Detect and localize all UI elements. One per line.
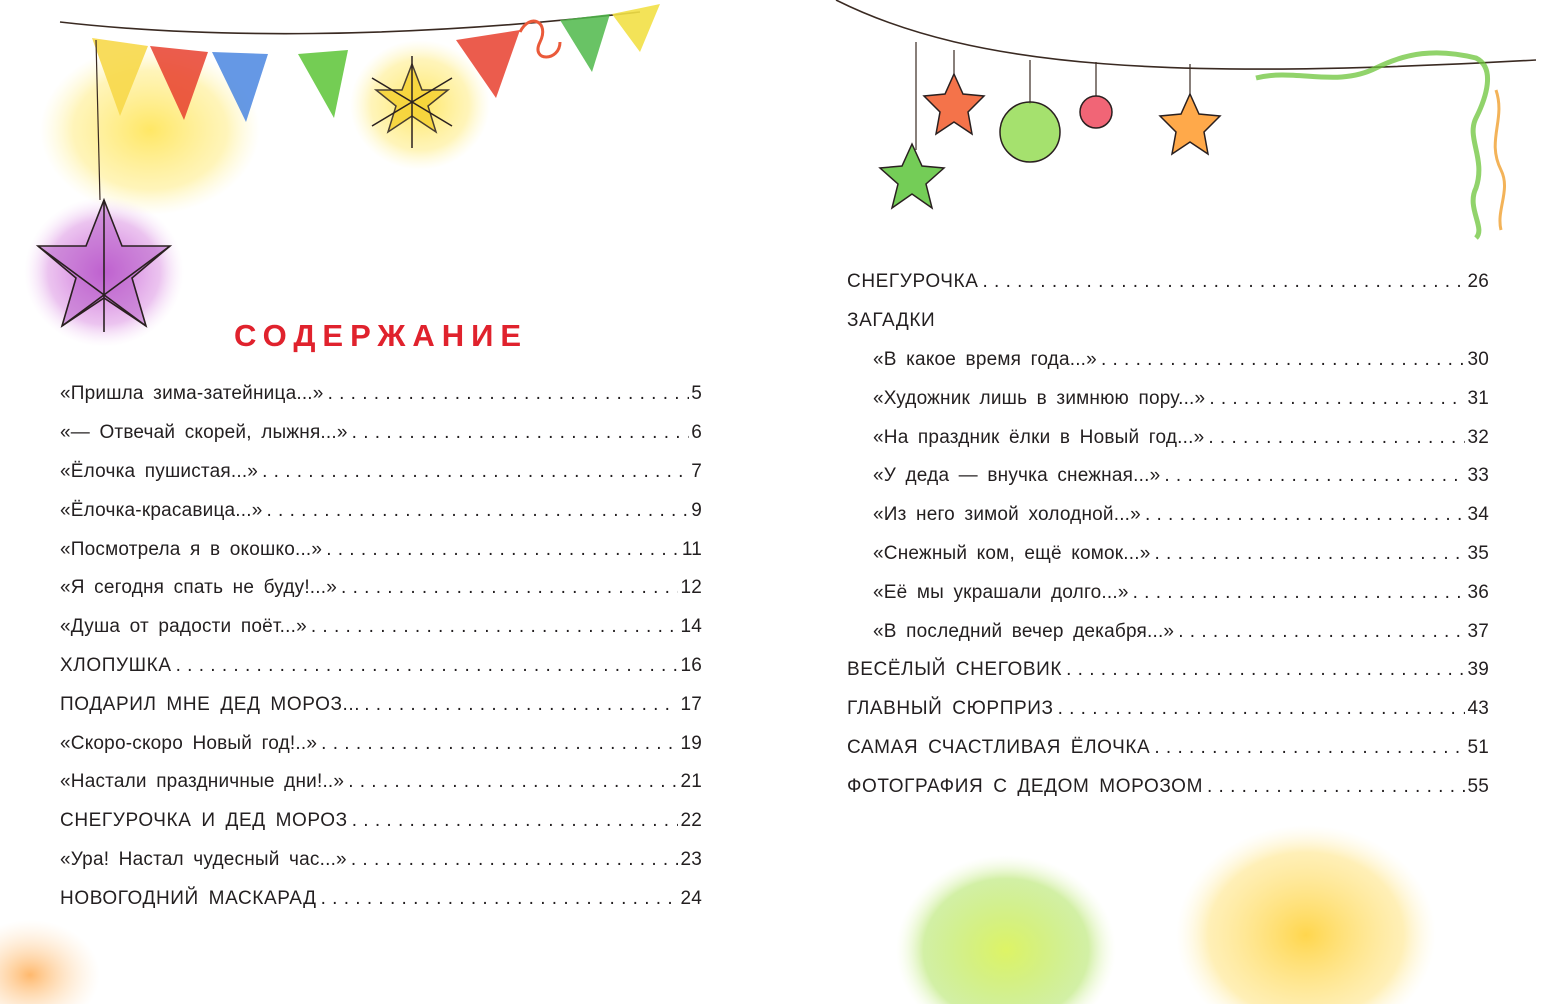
toc-entry-title: ГЛАВНЫЙ СЮРПРИЗ (847, 698, 1058, 720)
toc-entry-title: «Пришла зима-затейница...» (60, 383, 328, 405)
toc-entry-title: «Ура! Настал чудесный час...» (60, 849, 351, 871)
toc-entry[interactable] (60, 375, 702, 414)
toc-entry[interactable] (60, 802, 702, 841)
dot-leader (262, 461, 689, 483)
toc-entry[interactable] (60, 879, 702, 918)
toc-page-number: 34 (1467, 504, 1489, 526)
dot-leader (267, 500, 690, 522)
star-ornament-icon (924, 74, 984, 134)
dot-leader (321, 888, 679, 910)
toc-entry-title: «В какое время года...» (873, 349, 1101, 371)
toc-page-number: 19 (680, 732, 702, 754)
toc-entry-title: «Ёлочка-красавица...» (60, 500, 267, 522)
toc-entry-title: «Снежный ком, ещё комок...» (873, 543, 1154, 565)
dot-leader (341, 577, 678, 599)
toc-entry-title: ВЕСЁЛЫЙ СНЕГОВИК (847, 659, 1066, 681)
toc-entry-title: «В последний вечер декабря...» (873, 621, 1178, 643)
dot-leader (364, 694, 678, 716)
dot-leader (328, 383, 690, 405)
dot-leader (1209, 388, 1465, 410)
toc-entry-title: ЗАГАДКИ (847, 310, 939, 332)
flag-yellow (612, 4, 660, 52)
toc-entry-title: ПОДАРИЛ МНЕ ДЕД МОРОЗ... (60, 694, 364, 716)
toc-entry-title: «Из него зимой холодной...» (873, 504, 1145, 526)
toc-entry-title: «На праздник ёлки в Новый год...» (873, 427, 1208, 449)
toc-entry[interactable] (60, 763, 702, 802)
toc-entry-title: НОВОГОДНИЙ МАСКАРАД (60, 888, 321, 910)
toc-entry[interactable] (60, 530, 702, 569)
toc-page-number: 32 (1467, 426, 1489, 448)
toc-entry[interactable] (60, 414, 702, 453)
toc-page-number: 5 (691, 383, 702, 405)
dot-leader (348, 771, 678, 793)
page-title: СОДЕРЖАНИЕ (234, 318, 529, 353)
toc-entry-title: «Скоро-скоро Новый год!..» (60, 733, 321, 755)
ribbon-swirl (520, 21, 560, 57)
toc-entry-title: «— Отвечай скорей, лыжня...» (60, 422, 352, 444)
toc-page-number: 14 (680, 616, 702, 638)
toc-page-number: 33 (1467, 465, 1489, 487)
toc-page-number: 6 (691, 422, 702, 444)
toc-page-number: 12 (680, 577, 702, 599)
toc-entry[interactable] (60, 647, 702, 686)
toc-entry-title: «Её мы украшали долго...» (873, 582, 1133, 604)
toc-page-number: 51 (1467, 736, 1489, 758)
toc-page-number: 22 (680, 810, 702, 832)
toc-page-number: 30 (1467, 348, 1489, 370)
toc-list-right (847, 263, 1489, 806)
star-ornament-icon (880, 144, 944, 208)
dot-leader (1164, 465, 1465, 487)
dot-leader (1208, 427, 1465, 449)
toc-entry[interactable] (847, 379, 1489, 418)
toc-page-number: 7 (691, 460, 702, 482)
dot-leader (1133, 582, 1466, 604)
toc-entry-title: САМАЯ СЧАСТЛИВАЯ ЁЛОЧКА (847, 737, 1154, 759)
toc-entry[interactable] (847, 302, 1489, 341)
dot-leader (321, 733, 678, 755)
toc-page-number: 39 (1467, 659, 1489, 681)
toc-entry-title: «Душа от радости поёт...» (60, 616, 311, 638)
toc-page-number: 24 (680, 887, 702, 909)
flag-green (560, 14, 610, 72)
toc-entry[interactable] (847, 341, 1489, 380)
bunting-string (60, 12, 640, 34)
dot-leader (1066, 659, 1465, 681)
dot-leader (176, 655, 679, 677)
toc-page-number: 35 (1467, 542, 1489, 564)
toc-entry[interactable] (60, 685, 702, 724)
orange-burst (0, 920, 100, 1004)
toc-entry-title: «Я сегодня спать не буду!...» (60, 577, 341, 599)
ribbon-swirl (1256, 53, 1488, 238)
dot-leader (1058, 698, 1466, 720)
dot-leader (1154, 737, 1465, 759)
toc-entry[interactable] (60, 841, 702, 880)
right-page (776, 0, 1552, 1004)
toc-entry-title: «Художник лишь в зимнюю пору...» (873, 388, 1209, 410)
dot-leader (311, 616, 679, 638)
ball-ornament-icon (1000, 102, 1060, 162)
dot-leader (1101, 349, 1466, 371)
toc-page-number: 9 (691, 499, 702, 521)
toc-page-number: 37 (1467, 620, 1489, 642)
toc-page-number: 16 (680, 654, 702, 676)
toc-entry-title: ХЛОПУШКА (60, 655, 176, 677)
green-burst (896, 855, 1116, 1004)
dot-leader (983, 271, 1466, 293)
ball-ornament-icon (1080, 96, 1112, 128)
toc-page-number: 17 (680, 693, 702, 715)
flag-green (298, 50, 348, 118)
toc-entry-title: «Ёлочка пушистая...» (60, 461, 262, 483)
dot-leader (1207, 776, 1465, 798)
toc-entry[interactable] (847, 729, 1489, 768)
ribbon-swirl (1495, 90, 1504, 230)
yellow-burst (1176, 825, 1436, 1004)
toc-page-number: 23 (680, 848, 702, 870)
dot-leader (1178, 621, 1465, 643)
toc-entry[interactable] (60, 724, 702, 763)
toc-page-number: 36 (1467, 581, 1489, 603)
toc-page-number: 11 (681, 538, 702, 560)
toc-entry[interactable] (847, 535, 1489, 574)
toc-page-number: 55 (1467, 775, 1489, 797)
toc-page-number: 21 (680, 771, 702, 793)
dot-leader (351, 849, 679, 871)
dot-leader (352, 810, 679, 832)
toc-entry-title: ФОТОГРАФИЯ С ДЕДОМ МОРОЗОМ (847, 776, 1207, 798)
dot-leader (326, 539, 680, 561)
toc-entry[interactable] (847, 612, 1489, 651)
toc-entry[interactable] (847, 690, 1489, 729)
toc-page-number: 31 (1467, 387, 1489, 409)
toc-entry[interactable] (847, 457, 1489, 496)
dot-leader (1145, 504, 1466, 526)
toc-entry[interactable] (847, 573, 1489, 612)
toc-entry[interactable] (847, 418, 1489, 457)
toc-entry-title: «Настали праздничные дни!..» (60, 771, 348, 793)
star-ornament-icon (1160, 94, 1220, 154)
toc-entry[interactable] (847, 767, 1489, 806)
toc-entry[interactable] (847, 496, 1489, 535)
toc-entry-title: СНЕГУРОЧКА И ДЕД МОРОЗ (60, 810, 352, 832)
toc-entry-title: «Посмотрела я в окошко...» (60, 539, 326, 561)
toc-entry[interactable] (60, 491, 702, 530)
dot-leader (352, 422, 690, 444)
garland-string (836, 0, 1536, 69)
toc-entry[interactable] (60, 569, 702, 608)
toc-entry-title: СНЕГУРОЧКА (847, 271, 983, 293)
toc-entry-title: «У деда — внучка снежная...» (873, 465, 1164, 487)
toc-entry[interactable] (60, 608, 702, 647)
toc-entry[interactable] (60, 453, 702, 492)
dot-leader (1154, 543, 1465, 565)
toc-list-left (60, 375, 702, 918)
toc-page-number: 26 (1467, 271, 1489, 293)
toc-page-number: 43 (1467, 698, 1489, 720)
toc-entry[interactable] (847, 651, 1489, 690)
toc-entry[interactable] (847, 263, 1489, 302)
